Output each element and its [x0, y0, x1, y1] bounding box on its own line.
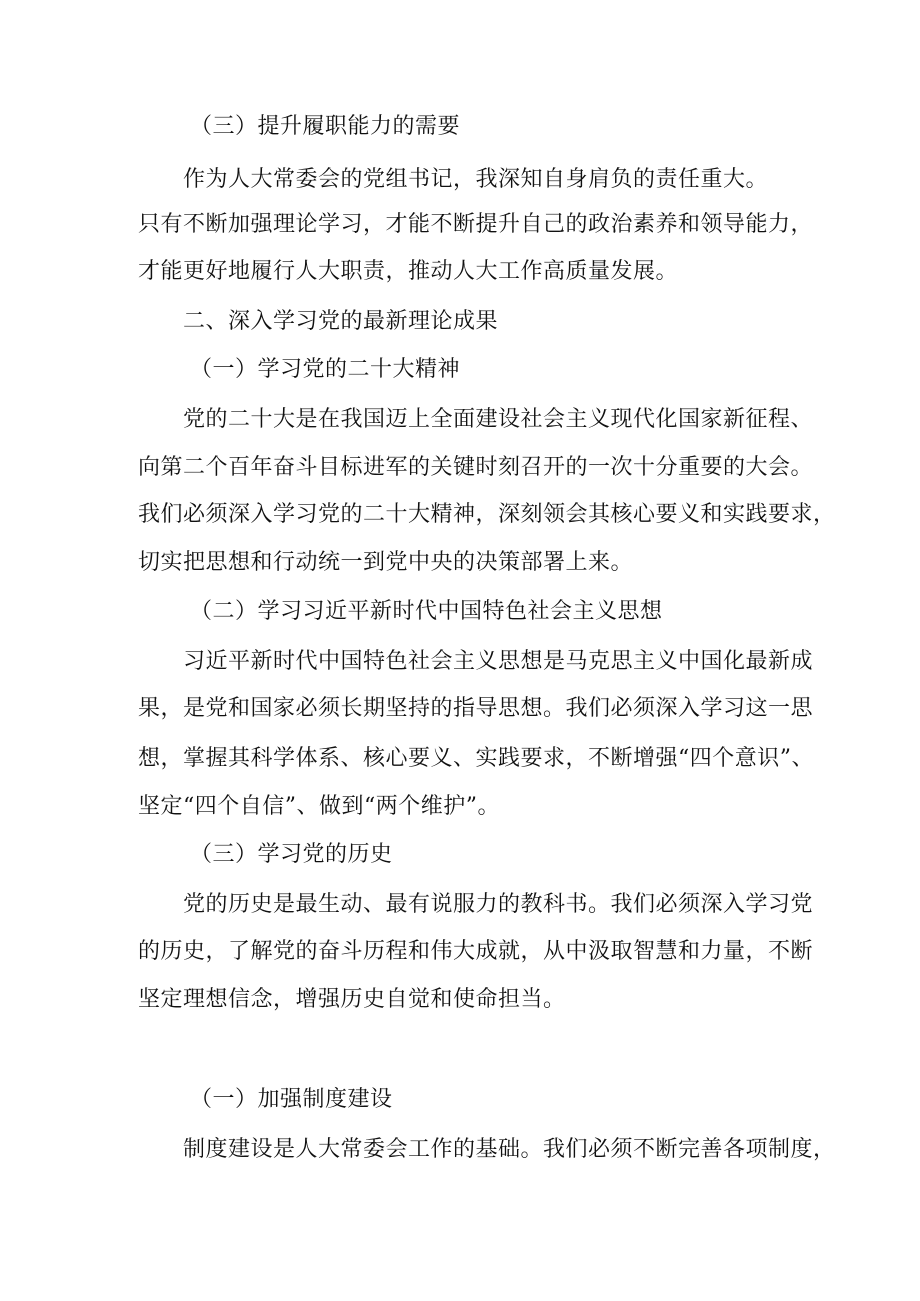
paragraph-line: 只有不断加强理论学习，才能不断提升自己的政治素养和领导能力， [138, 212, 814, 237]
subheading-improve-ability: （三）提升履职能力的需要 [190, 114, 461, 139]
section-heading-study-theory: 二、深入学习党的最新理论成果 [183, 309, 499, 334]
paragraph-line: 向第二个百年奋斗目标进军的关键时刻召开的一次十分重要的大会。 [138, 455, 814, 480]
subheading-party-history: （三）学习党的历史 [190, 842, 393, 867]
paragraph-line: 想，掌握其科学体系、核心要义、实践要求，不断增强“四个意识”、 [138, 746, 814, 771]
paragraph-line: 作为人大常委会的党组书记，我深知自身肩负的责任重大。 [183, 167, 769, 192]
paragraph-line: 制度建设是人大常委会工作的基础。我们必须不断完善各项制度， [183, 1137, 836, 1162]
paragraph-line: 果，是党和国家必须长期坚持的指导思想。我们必须深入学习这一思 [138, 696, 814, 721]
subheading-xi-thought: （二）学习习近平新时代中国特色社会主义思想 [190, 599, 663, 624]
paragraph-line: 坚定理想信念，增强历史自觉和使命担当。 [138, 987, 566, 1012]
paragraph-line: 切实把思想和行动统一到党中央的决策部署上来。 [138, 550, 634, 575]
paragraph-line: 党的二十大是在我国迈上全面建设社会主义现代化国家新征程、 [183, 407, 814, 432]
paragraph-line: 的历史，了解党的奋斗历程和伟大成就，从中汲取智慧和力量，不断 [138, 939, 814, 964]
paragraph-line: 党的历史是最生动、最有说服力的教科书。我们必须深入学习党 [183, 892, 814, 917]
paragraph-line: 我们必须深入学习党的二十大精神，深刻领会其核心要义和实践要求， [138, 502, 836, 527]
paragraph-line: 习近平新时代中国特色社会主义思想是马克思主义中国化最新成 [183, 649, 814, 674]
paragraph-line: 坚定“四个自信”、做到“两个维护”。 [138, 794, 500, 819]
subheading-twentieth-congress: （一）学习党的二十大精神 [190, 357, 461, 382]
subheading-system-building: （一）加强制度建设 [190, 1087, 393, 1112]
paragraph-line: 才能更好地履行人大职责，推动人大工作高质量发展。 [138, 259, 679, 284]
